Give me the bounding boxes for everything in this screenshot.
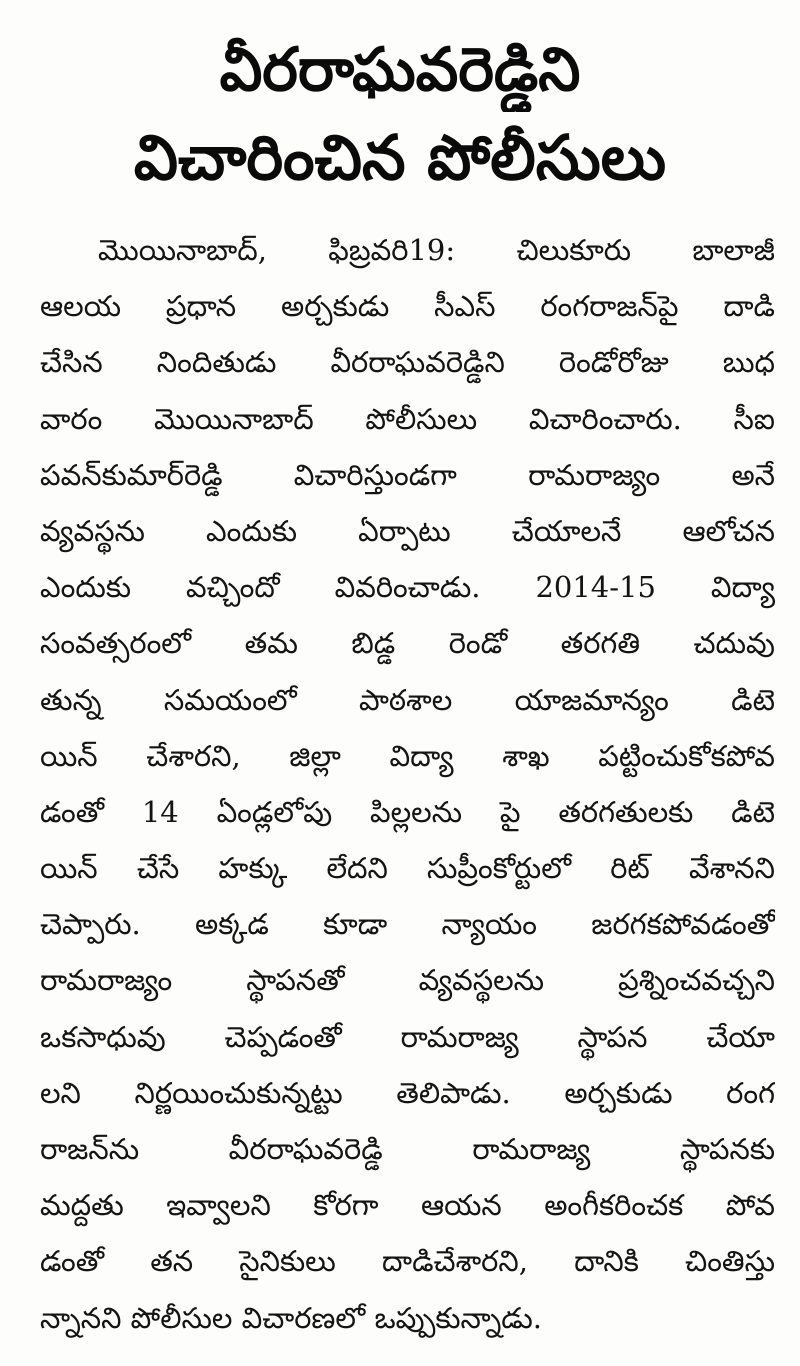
article-line: సంవత్సరంలో తమ బిడ్డ రెండో తరగతి చదువు xyxy=(40,626,775,661)
article-line: ఆలయ ప్రధాన అర్చకుడు సీఎస్ రంగరాజన్‌పై దాడి xyxy=(40,289,775,324)
article-line: తున్న సమయంలో పాఠశాల యాజమాన్యం డిటె xyxy=(40,682,775,717)
article-line: యిన్ చేసే హక్కు లేదని సుప్రీంకోర్టులో రిట్ వేశానని xyxy=(40,851,775,886)
article-line: లని నిర్ణయించుకున్నట్టు తెలిపాడు. అర్చకుడు రంగ xyxy=(40,1075,775,1110)
headline-line-2: విచారించిన పోలీసులు xyxy=(133,121,667,194)
article-body xyxy=(40,222,775,1346)
article-line: వ్యవస్థను ఎందుకు ఏర్పాటు చేయాలనే ఆలోచన xyxy=(40,513,775,548)
article-line: మద్దతు ఇవ్వాలని కోరగా ఆయన అంగీకరించక పోవ xyxy=(40,1188,775,1223)
article-line: చేసిన నిందితుడు వీరరాఘవరెడ్డిని రెండోరోజు బుధ xyxy=(40,345,775,380)
article-line: రామరాజ్యం స్థాపనతో వ్యవస్థలను ప్రశ్నించవచ్చని xyxy=(40,963,775,998)
article-line: వారం మొయినాబాద్ పోలీసులు విచారించారు. సీఐ xyxy=(40,401,775,436)
article-line: ఒకసాధువు చెప్పడంతో రామరాజ్య స్థాపన చేయా xyxy=(40,1019,775,1054)
article-line: చెప్పారు. అక్కడ కూడా న్యాయం జరగకపోవడంతో xyxy=(40,907,775,942)
article-line: ఎందుకు వచ్చిందో వివరించాడు. 2014-15 విద్యా xyxy=(40,570,775,605)
headline-line-1: వీరరాఘవరెడ్డిని xyxy=(219,35,581,105)
article-line: మొయినాబాద్, ఫిబ్రవరి19: చిలుకూరు బాలాజీ xyxy=(98,233,775,267)
article-line: డంతో తన సైనికులు దాడిచేశారని, దానికి చింతిస్తు xyxy=(40,1244,775,1279)
article-line: పవన్‌కుమార్‌రెడ్డి విచారిస్తుండగా రామరాజ్యం అనే xyxy=(40,457,775,492)
article-line: న్నానని పోలీసుల విచారణలో ఒప్పుకున్నాడు. xyxy=(40,1300,543,1335)
article-line: డంతో 14 ఏండ్లలోపు పిల్లలను పై తరగతులకు డిటె xyxy=(40,794,775,829)
article-line: రాజన్‌ను వీరరాఘవరెడ్డి రామరాజ్య స్థాపనకు xyxy=(40,1132,775,1166)
article-line: యిన్ చేశారని, జిల్లా విద్యా శాఖ పట్టించుకోకపోవ xyxy=(40,738,775,773)
